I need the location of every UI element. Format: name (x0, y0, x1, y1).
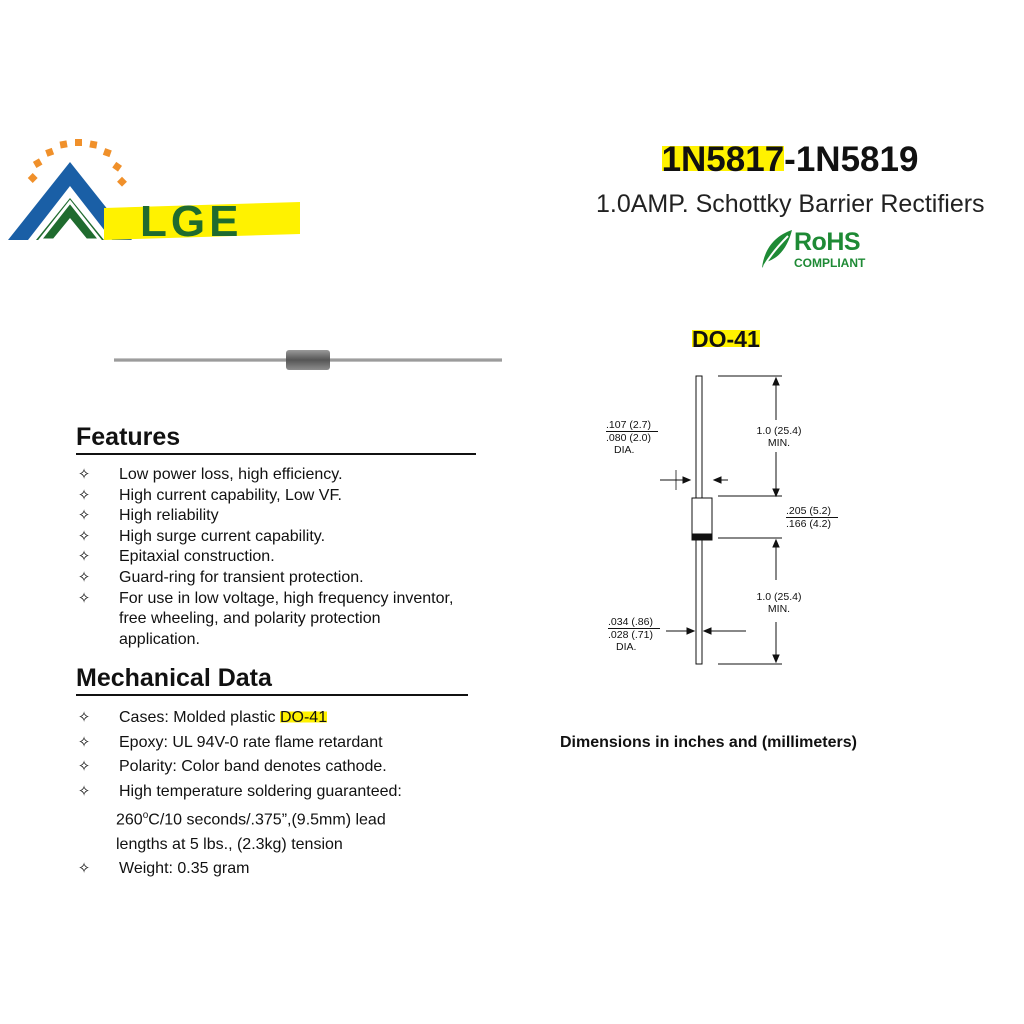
list-item: ✧ For use in low voltage, high frequency inventor, free wheeling, and polarity protection application. (77, 589, 454, 648)
bottom-lead (696, 540, 702, 664)
sparkle-bullet-icon: ✧ (77, 466, 91, 483)
part-number-prefix: 1N5817 (661, 140, 785, 179)
list-item-continuation: 260$^o$C/10 seconds/.375”,(9.5mm) lead (116, 810, 386, 829)
product-subtitle: 1.0AMP. Schottky Barrier Rectifiers (596, 190, 985, 218)
dim-top-lead-length: 1.0 (25.4) MIN. (756, 425, 802, 449)
dim-body-diameter: .107 (2.7) .080 (2.0) DIA. (606, 419, 658, 456)
sparkle-bullet-icon: ✧ (77, 486, 91, 504)
diode-component-image (110, 345, 505, 375)
sparkle-bullet-icon: ✧ (77, 568, 91, 586)
cases-package-highlight: DO-41 (279, 709, 328, 726)
list-item: ✧ High surge current capability. (76, 527, 506, 548)
list-item: ✧ Epoxy: UL 94V-0 rate flame retardant (76, 731, 516, 756)
sparkle-bullet-icon: ✧ (77, 527, 91, 545)
list-item: ✧ Cases: Molded plastic DO-41 (76, 706, 516, 731)
list-item: ✧ Low power loss, high efficiency. (76, 465, 506, 486)
list-item: ✧ High current capability, Low VF. (76, 486, 506, 507)
dimensions-caption: Dimensions in inches and (millimeters) (560, 734, 857, 751)
dim-body-length: .205 (5.2) .166 (4.2) (786, 505, 838, 530)
cathode-band (692, 534, 712, 540)
rohs-leaf-icon (758, 228, 794, 270)
rohs-compliant-label: COMPLIANT (794, 256, 866, 270)
dim-wire-diameter: .034 (.86) .028 (.71) DIA. (608, 616, 660, 653)
sparkle-bullet-icon: ✧ (77, 758, 91, 775)
list-item: ✧ High reliability (76, 506, 506, 527)
list-item: ✧ High temperature soldering guaranteed: (76, 780, 516, 805)
sparkle-bullet-icon: ✧ (77, 733, 91, 751)
dim-bottom-lead-length: 1.0 (25.4) MIN. (756, 591, 802, 615)
features-heading: Features (76, 423, 476, 455)
list-item: ✧ Guard-ring for transient protection. (76, 568, 506, 589)
features-list (76, 465, 506, 650)
package-label: DO-41 (692, 326, 760, 352)
rohs-label: RoHS (794, 228, 861, 256)
part-number-title (630, 140, 950, 180)
mechanical-list (76, 706, 516, 882)
part-number-suffix: -1N5819 (784, 140, 919, 179)
sparkle-bullet-icon: ✧ (77, 589, 91, 607)
sparkle-bullet-icon: ✧ (77, 507, 91, 525)
sparkle-bullet-icon: ✧ (77, 782, 91, 800)
list-item: ✧ Epitaxial construction. (76, 547, 506, 568)
sparkle-bullet-icon: ✧ (77, 548, 91, 566)
list-item-continuation: lengths at 5 lbs., (2.3kg) tension (116, 835, 343, 853)
sparkle-bullet-icon: ✧ (77, 709, 91, 726)
list-item: ✧ Weight: 0.35 gram (76, 857, 516, 882)
top-lead (696, 376, 702, 498)
list-item: ✧ Polarity: Color band denotes cathode. (76, 755, 516, 780)
sparkle-bullet-icon: ✧ (77, 860, 91, 878)
brand-logo (0, 130, 310, 250)
mechanical-heading: Mechanical Data (76, 664, 468, 696)
brand-logo-text: LGE (140, 197, 243, 246)
